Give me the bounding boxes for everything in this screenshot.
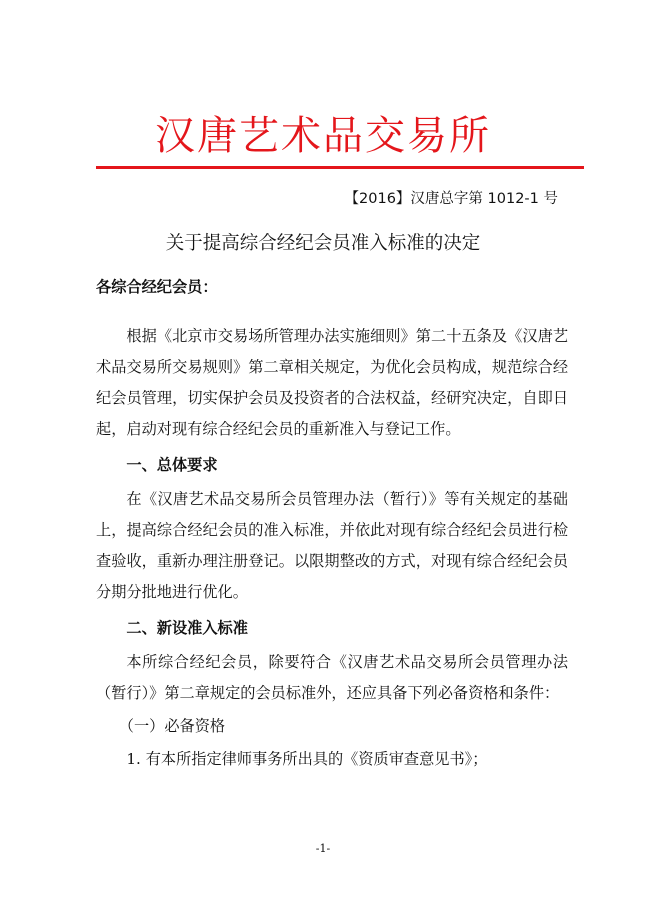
subsection-heading-qualifications: （一）必备资格 (118, 717, 226, 735)
page-number: -1- (315, 842, 331, 855)
document-number: 【2016】汉唐总字第 1012-1 号 (344, 191, 558, 207)
header-red-rule (96, 166, 584, 169)
paragraph-intro: 根据《北京市交易场所管理办法实施细则》第二十五条及《汉唐艺术品交易所交易规则》第二章相关规定，为优化会员构成，规范综合经纪会员管理，切实保护会员及投资者的合法权益，经研究决定，自即日起，启动对现有综合经纪会员的重新准入与登记工作。 (96, 327, 568, 438)
salutation: 各综合经纪会员： (96, 278, 218, 296)
paragraph-new-standards: 本所综合经纪会员，除要符合《汉唐艺术品交易所会员管理办法（暂行）》第二章规定的会员标准外，还应具备下列必备资格和条件： (96, 653, 568, 702)
section-heading-new-standards: 二、新设准入标准 (126, 619, 248, 637)
list-item: 1. 有本所指定律师事务所出具的《资质审查意见书》； (126, 750, 488, 768)
section-heading-general-requirements: 一、总体要求 (126, 456, 218, 474)
document-body (96, 270, 568, 777)
organization-header: 汉唐艺术品交易所 (155, 113, 491, 159)
document-title: 关于提高综合经纪会员准入标准的决定 (165, 233, 481, 254)
paragraph-general-requirements: 在《汉唐艺术品交易所会员管理办法（暂行）》等有关规定的基础上，提高综合经纪会员的准入标准，并依此对现有综合经纪会员进行检查验收，重新办理注册登记。以限期整改的方式，对现有综合经纪会员分期分批地进行优化。 (96, 490, 568, 601)
